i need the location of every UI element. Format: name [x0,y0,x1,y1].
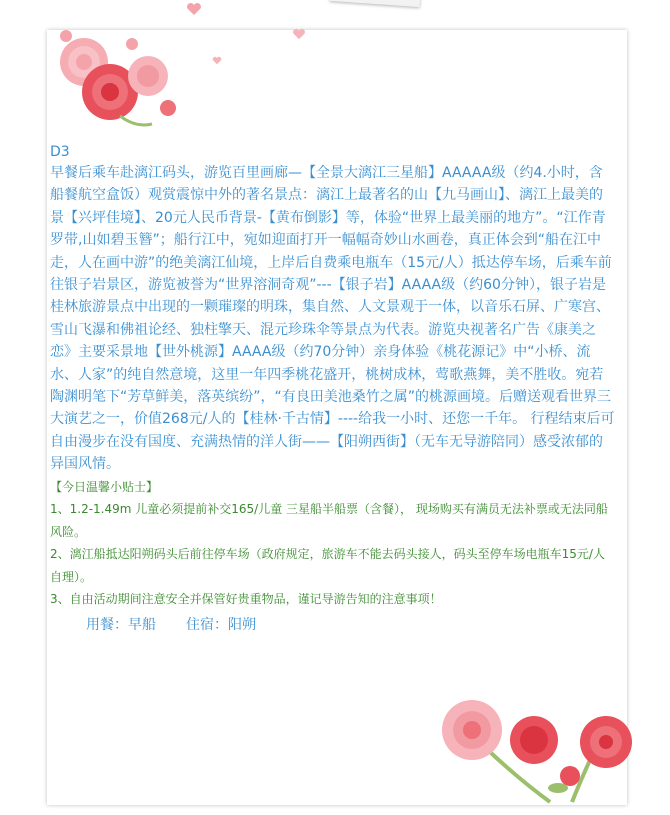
tips-section [50,476,615,611]
paper-corner-decoration [330,0,420,7]
tip-item: 1、1.2-1.49m 儿童必须提前补交165/儿童 三星船半船票（含餐）， 现场购买有满员无法补票或无法同船风险。 [50,502,608,539]
day-content [50,142,615,637]
meal-info: 用餐：早船 [86,616,156,633]
carnation-flower-icon [128,56,168,96]
lodging-info: 住宿：阳朔 [186,616,256,633]
meal-lodging-row [50,613,615,637]
carnation-flower-icon [580,716,632,768]
tip-item: 3、自由活动期间注意安全并保管好贵重物品，谨记导游告知的注意事项！ [50,592,442,607]
day-label: D3 [50,144,70,160]
tips-title: 【今日温馨小贴士】 [50,479,159,494]
carnation-cluster-top-left [28,20,178,140]
heart-icon [186,2,202,16]
carnation-cluster-bottom-right [430,690,645,805]
carnation-flower-icon [510,716,558,764]
heart-icon [292,28,306,40]
tip-item: 2、漓江船抵达阳朔码头后前往停车场（政府规定，旅游车不能去码头接人，码头至停车场电瓶车15元/人自理）。 [50,547,605,584]
heart-icon [212,56,222,65]
itinerary-text: 早餐后乘车赴漓江码头，游览百里画廊—【全景大漓江三星船】AAAAA级（约4.小时，含船餐航空盒饭）观赏震惊中外的著名景点：漓江上最著名的山【九马画山】、漓江上最美的景【兴坪佳境】、20元人民币背景-【黄布倒影】等，体验“世界上最美丽的地方”。“江作青罗带,山如碧玉簪”；船行江中，宛如迎面打开一幅幅奇妙山水画卷，真正体会到“船在江中走，人在画中游”的绝美漓江仙境，上岸后自费乘电瓶车（15元/人）抵达停车场，后乘车前往银子岩景区，游览被誉为“世界溶洞奇观”---【银子岩】AAAA级（约60分钟），银子岩是桂林旅游景点中出现的一颗璀璨的明珠，集自然、人文景观于一体，以音乐石屏、广寒宫、雪山飞瀑和佛祖论经、独柱擎天、混元珍珠伞等景点为代表。游览央视著名广告《康美之恋》主要采景地【世外桃源】AAAA级（约70分钟）亲身体验《桃花源记》中“小桥、流水、人家”的纯自然意境，这里一年四季桃花盛开，桃树成林，莺歌燕舞，美不胜收。宛若陶渊明笔下“芳草鲜美，落英缤纷”，“有良田美池桑竹之属”的桃源画境。后赠送观看世界三大演艺之一，价值268元/人的【桂林·千古情】----给我一小时、还您一千年。 行程结束后可自由漫步在没有国度、充满热情的洋人街——【阳朔西街】（无车无导游陪同）感受浓郁的异国风情。 [50,165,615,473]
leaf-icon [120,116,152,125]
carnation-flower-icon [442,700,502,760]
